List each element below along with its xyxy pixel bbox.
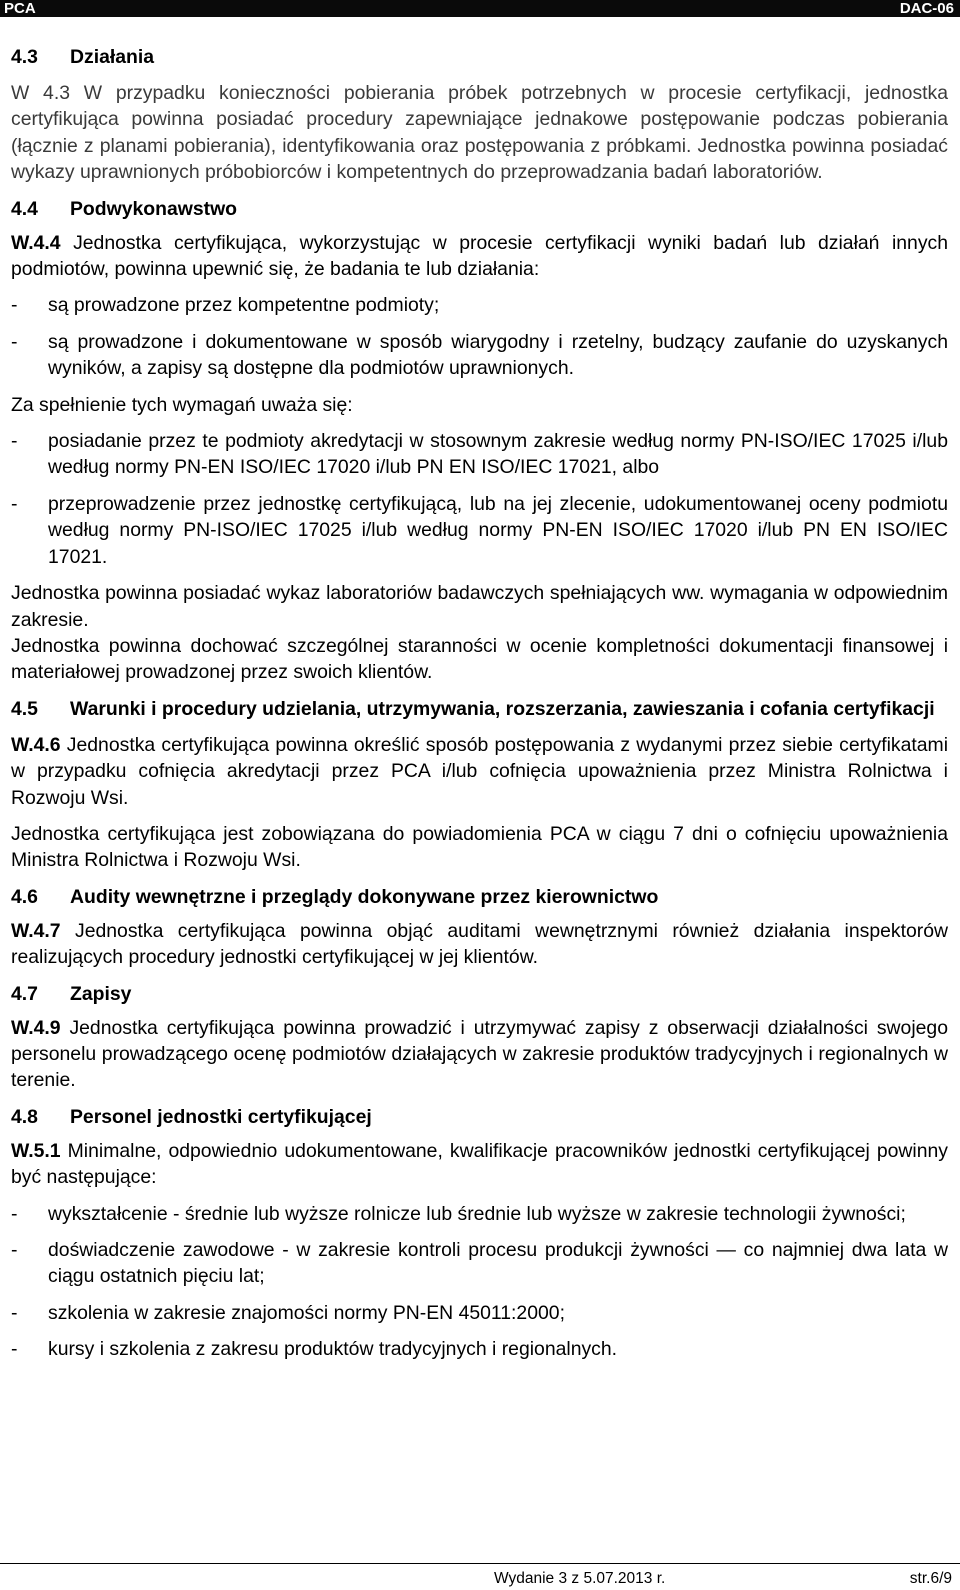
paragraph-text: W przypadku konieczności pobierania próbek potrzebnych w procesie certyfikacji, jednostka certyfikująca powinna posiadać procedury zapewniające jednakowe postępowanie podczas pobierania (łącznie z planami pobierania), identyfikowania oraz postępowania z próbkami. Jednostka powinna posiadać wykazy uprawnionych próbobiorców i kompetentnych do przeprowadzania badań laboratoriów. bbox=[11, 82, 949, 184]
paragraph-documentation: Jednostka powinna dochować szczególnej staranności w ocenie kompletności dokumentacji finansowej i materiałowej prowadzonej przez swoich klientów. bbox=[11, 634, 948, 684]
list-item: - doświadczenie zawodowe - w zakresie kontroli procesu produkcji żywności — co najmniej dwa lata w ciągu ostatnich pięciu lat; bbox=[11, 1239, 948, 1288]
section-number: 4.3 bbox=[11, 46, 38, 68]
section-number: 4.5 bbox=[11, 697, 38, 720]
list-item: - kursy i szkolenia z zakresu produktów tradycyjnych i regionalnych. bbox=[11, 1338, 618, 1361]
section-heading-4-6 bbox=[11, 884, 948, 910]
section-title: Podwykonawstwo bbox=[70, 197, 237, 220]
list-item: - przeprowadzenie przez jednostkę certyfikującą, lub na jej zlecenie, udokumentowanej oceny podmiotu według normy PN-ISO/IEC 17025 i/lub według normy PN-EN ISO/IEC 17020 i/lub PN EN ISO/IEC 17021. bbox=[11, 492, 948, 568]
conditions-list bbox=[11, 428, 948, 570]
document-body bbox=[11, 44, 948, 1363]
paragraph-text: Minimalne, odpowiednio udokumentowane, kwalifikacje pracowników jednostki certyfikującej powinny być następujące: bbox=[11, 1139, 949, 1189]
section-heading-4-5 bbox=[11, 696, 948, 722]
page-number: str.6/9 bbox=[909, 1570, 952, 1587]
paragraph-conditions: Za spełnienie tych wymagań uważa się: bbox=[11, 393, 353, 416]
section-number: 4.4 bbox=[11, 197, 38, 220]
paragraph-w-4-9 bbox=[11, 1015, 948, 1094]
section-heading-4-3 bbox=[11, 44, 948, 70]
document-footer bbox=[0, 1563, 960, 1590]
section-heading-4-4 bbox=[11, 196, 948, 222]
requirement-code: W.4.9 bbox=[11, 1016, 61, 1039]
section-number: 4.7 bbox=[11, 982, 38, 1005]
requirement-code: W.4.4 bbox=[11, 231, 61, 254]
list-item: - wykształcenie - średnie lub wyższe rolnicze lub średnie lub wyższe w zakresie technologii żywności; bbox=[11, 1202, 906, 1225]
list-item: - szkolenia w zakresie znajomości normy PN-EN 45011:2000; bbox=[11, 1301, 565, 1324]
paragraph-w-4-7 bbox=[11, 918, 948, 971]
header-doc-code: DAC-06 bbox=[899, 0, 954, 17]
list-item: - są prowadzone przez kompetentne podmioty; bbox=[11, 294, 440, 317]
requirements-list bbox=[11, 292, 948, 381]
requirement-code: W.4.7 bbox=[11, 919, 61, 942]
paragraph-text: Jednostka certyfikująca, wykorzystując w procesie certyfikacji wyniki badań lub działań innych podmiotów, powinna upewnić się, że badania te lub działania: bbox=[11, 231, 948, 281]
requirement-code: W.4.6 bbox=[11, 733, 61, 756]
paragraph-w-4-6 bbox=[11, 732, 948, 811]
paragraph-w-4-3 bbox=[11, 80, 948, 186]
section-number: 4.6 bbox=[11, 885, 38, 908]
list-item: - posiadanie przez te podmioty akredytacji w stosownym zakresie według normy PN-ISO/IEC 17025 i/lub według normy PN-EN ISO/IEC 17020 i/lub PN EN ISO/IEC 17021, albo bbox=[11, 430, 948, 479]
paragraph-w-4-4 bbox=[11, 230, 948, 283]
section-title: Działania bbox=[70, 46, 155, 68]
section-title: Zapisy bbox=[70, 982, 132, 1005]
document-header-bar bbox=[0, 0, 960, 17]
section-title: Audity wewnętrzne i przeglądy dokonywane przez kierownictwo bbox=[70, 885, 659, 908]
header-left-label: PCA bbox=[4, 0, 36, 17]
section-heading-4-7 bbox=[11, 981, 948, 1007]
section-title: Warunki i procedury udzielania, utrzymywania, rozszerzania, zawieszania i cofania certyfikacji bbox=[70, 697, 935, 720]
edition-label: Wydanie 3 z 5.07.2013 r. bbox=[494, 1570, 666, 1587]
paragraph-text: Jednostka certyfikująca powinna objąć auditami wewnętrznymi również działania inspektorów realizujących procedury jednostki certyfikującej w jej klientów. bbox=[11, 919, 948, 969]
section-number: 4.8 bbox=[11, 1105, 38, 1128]
list-item: - są prowadzone i dokumentowane w sposób wiarygodny i rzetelny, budzący zaufanie do uzyskanych wyników, a zapisy są dostępne dla podmiotów uprawnionych. bbox=[11, 330, 948, 380]
section-heading-4-8 bbox=[11, 1104, 948, 1130]
paragraph-lab-list: Jednostka powinna posiadać wykaz laboratoriów badawczych spełniających ww. wymagania w odpowiednim zakresie. bbox=[11, 582, 948, 631]
paragraph-text: Jednostka certyfikująca powinna określić sposób postępowania z wydanymi przez siebie certyfikatami w przypadku cofnięcia akredytacji przez PCA i/lub cofnięcia upoważnienia przez Ministra Rolnictwa i Rozwoju Wsi. bbox=[11, 733, 949, 809]
paragraph-notification: Jednostka certyfikująca jest zobowiązana do powiadomienia PCA w ciągu 7 dni o cofnięciu upoważnienia Ministra Rolnictwa i Rozwoju Wsi. bbox=[11, 822, 948, 872]
requirement-code: W 4.3 bbox=[11, 82, 71, 104]
qualifications-list bbox=[11, 1201, 948, 1363]
section-title: Personel jednostki certyfikującej bbox=[70, 1105, 372, 1128]
paragraph-text: Jednostka certyfikująca powinna prowadzić i utrzymywać zapisy z obserwacji działalności swojego personelu prowadzącego ocenę podmiotów działających w zakresie produktów tradycyjnych i regionalnych w terenie. bbox=[11, 1016, 948, 1092]
paragraph-w-5-1 bbox=[11, 1138, 948, 1191]
requirement-code: W.5.1 bbox=[11, 1139, 61, 1162]
